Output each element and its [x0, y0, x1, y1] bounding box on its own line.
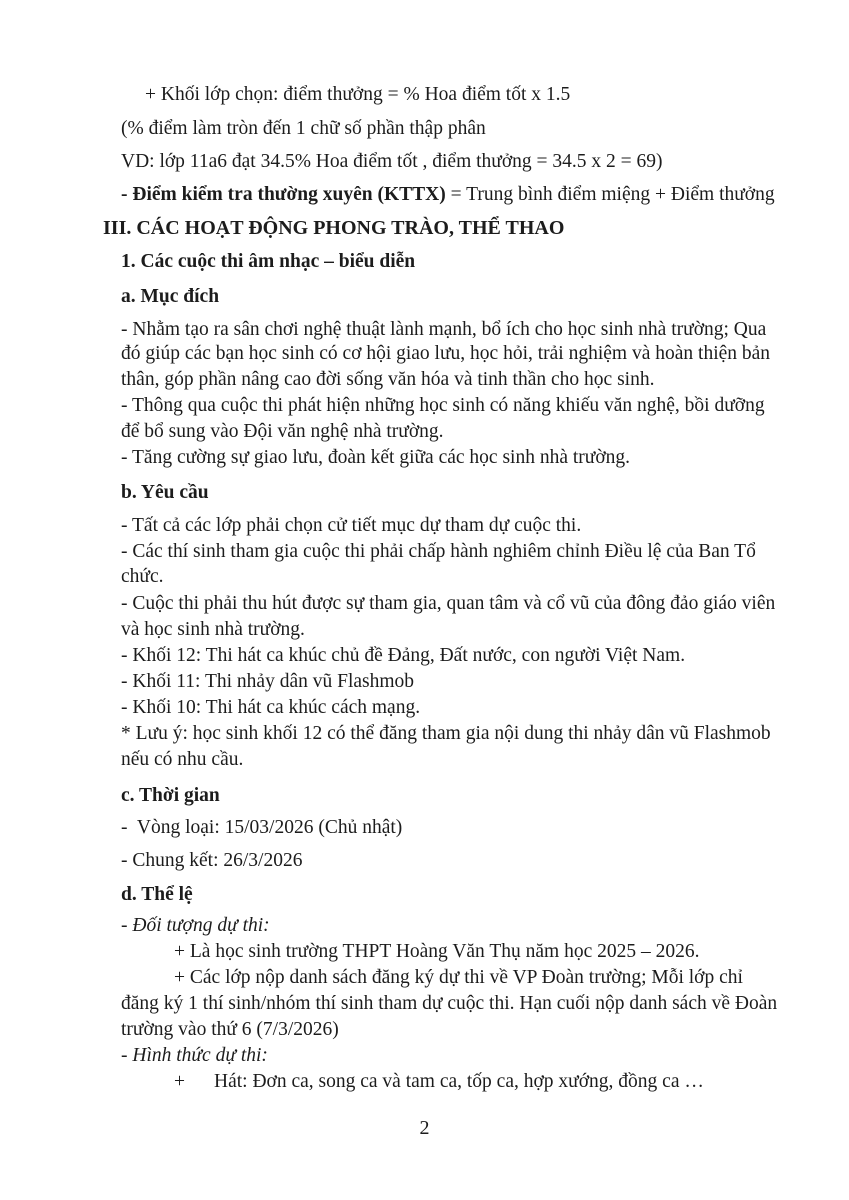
format-label: - Hình thức dự thi: — [121, 1045, 268, 1066]
heading-c-time: c. Thời gian — [121, 785, 220, 806]
requirement-1: - Tất cả các lớp phải chọn cử tiết mục dự tham dự cuộc thi. — [121, 515, 582, 536]
purpose-para-1-line-3: thân, góp phần nâng cao đời sống văn hóa và tinh thần cho học sinh. — [121, 369, 655, 390]
subsection-1-heading: 1. Các cuộc thi âm nhạc – biểu diễn — [121, 251, 416, 272]
kttx-formula: = Trung bình điểm miệng + Điểm thưởng — [445, 184, 775, 205]
participants-rule-1: + Là học sinh trường THPT Hoàng Văn Thụ năm học 2025 – 2026. — [174, 941, 700, 962]
example-line: VD: lớp 11a6 đạt 34.5% Hoa điểm tốt , điểm thưởng = 34.5 x 2 = 69) — [121, 151, 663, 172]
purpose-para-1-line-2: đó giúp các bạn học sinh có cơ hội giao lưu, học hỏi, trải nghiệm và hoàn thiện bản — [121, 343, 771, 364]
grade-10-requirement: - Khối 10: Thi hát ca khúc cách mạng. — [121, 697, 421, 718]
grade-11-requirement: - Khối 11: Thi nhảy dân vũ Flashmob — [121, 671, 415, 692]
section-iii-heading: III. CÁC HOẠT ĐỘNG PHONG TRÀO, THỂ THAO — [103, 217, 565, 239]
format-singing: Hát: Đơn ca, song ca và tam ca, tốp ca, hợp xướng, đồng ca … — [214, 1071, 704, 1092]
participants-rule-2-line-1: + Các lớp nộp danh sách đăng ký dự thi về VP Đoàn trường; Mỗi lớp chỉ — [174, 967, 743, 988]
page-number: 2 — [419, 1117, 430, 1139]
note-line-2: nếu có nhu cầu. — [121, 749, 244, 770]
participants-rule-2-line-2: đăng ký 1 thí sinh/nhóm thí sinh tham dự cuộc thi. Hạn cuối nộp danh sách về Đoàn — [121, 993, 778, 1014]
requirement-2-line-1: - Các thí sinh tham gia cuộc thi phải chấp hành nghiêm chỉnh Điều lệ của Ban Tổ — [121, 541, 756, 562]
purpose-para-2-line-1: - Thông qua cuộc thi phát hiện những học sinh có năng khiếu văn nghệ, bồi dưỡng — [121, 395, 765, 416]
heading-b-requirements: b. Yêu cầu — [121, 482, 209, 503]
requirement-2-line-2: chức. — [121, 566, 164, 587]
participants-rule-2-line-3: trường vào thứ 6 (7/3/2026) — [121, 1019, 339, 1040]
qualifying-round-date: - Vòng loại: 15/03/2026 (Chủ nhật) — [121, 817, 403, 838]
purpose-para-3: - Tăng cường sự giao lưu, đoàn kết giữa các học sinh nhà trường. — [121, 447, 631, 468]
format-singing-marker: + — [174, 1071, 185, 1092]
rounding-note: (% điểm làm tròn đến 1 chữ số phần thập phân — [121, 118, 486, 139]
kttx-label: - Điểm kiểm tra thường xuyên (KTTX) — [121, 184, 446, 205]
grade-12-requirement: - Khối 12: Thi hát ca khúc chủ đề Đảng, Đất nước, con người Việt Nam. — [121, 645, 686, 666]
requirement-3-line-2: và học sinh nhà trường. — [121, 619, 305, 640]
reward-formula-line: + Khối lớp chọn: điểm thưởng = % Hoa điểm tốt x 1.5 — [145, 84, 571, 105]
final-round-date: - Chung kết: 26/3/2026 — [121, 850, 303, 871]
kttx-line — [121, 185, 775, 205]
purpose-para-1-line-1: - Nhằm tạo ra sân chơi nghệ thuật lành mạnh, bổ ích cho học sinh nhà trường; Qua — [121, 319, 767, 340]
participants-label: - Đối tượng dự thi: — [121, 915, 270, 936]
heading-d-rules: d. Thể lệ — [121, 884, 193, 905]
requirement-3-line-1: - Cuộc thi phải thu hút được sự tham gia, quan tâm và cổ vũ của đông đảo giáo viên — [121, 593, 776, 614]
note-line-1: * Lưu ý: học sinh khối 12 có thể đăng tham gia nội dung thi nhảy dân vũ Flashmob — [121, 723, 771, 744]
purpose-para-2-line-2: để bổ sung vào Đội văn nghệ nhà trường. — [121, 421, 444, 442]
heading-a-purpose: a. Mục đích — [121, 286, 220, 307]
